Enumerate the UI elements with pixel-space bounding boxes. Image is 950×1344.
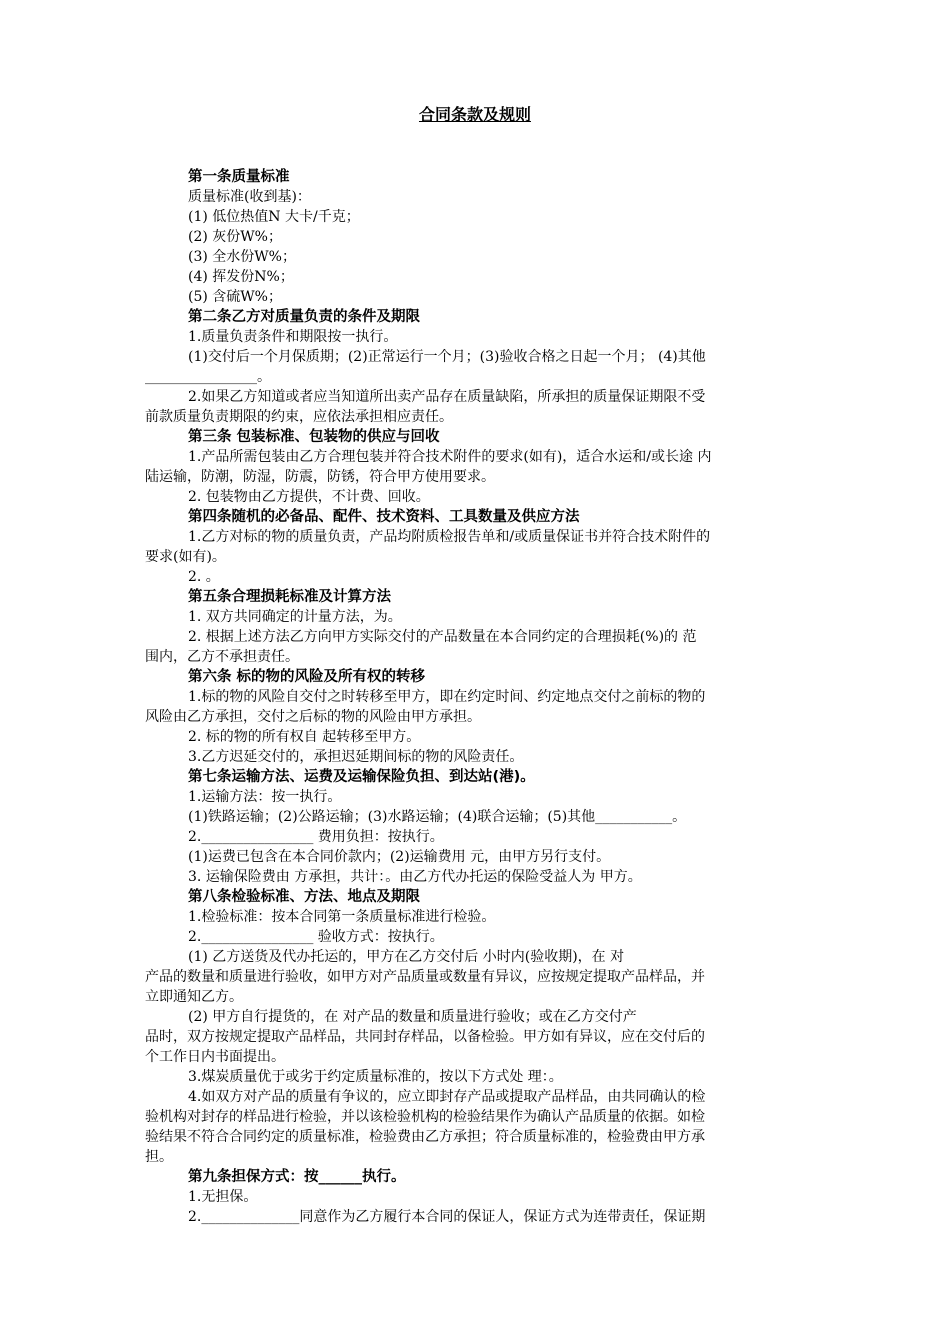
paragraph-line: 4.如双方对产品的质量有争议的，应立即封存产品或提取产品样品，由共同确认的检 (188, 1089, 706, 1105)
paragraph-line: (1)运费已包含在本合同价款内；(2)运输费用 元，由甲方另行支付。 (188, 849, 611, 865)
section-heading: 第三条 包装标准、包装物的供应与回收 (188, 429, 440, 445)
section-heading: 第六条 标的物的风险及所有权的转移 (188, 669, 426, 685)
paragraph-line: 前款质量负责期限的约束，应依法承担相应责任。 (145, 409, 453, 425)
paragraph-line: (5) 含硫W%； (188, 289, 282, 305)
paragraph-line: 3. 运输保险费由 方承担，共计：。由乙方代办托运的保险受益人为 甲方。 (188, 869, 642, 885)
paragraph-line: 立即通知乙方。 (145, 989, 243, 1005)
section-heading: 第七条运输方法、运费及运输保险负担、到达站(港)。 (188, 769, 535, 785)
paragraph-line: (2) 甲方自行提货的，在 对产品的数量和质量进行验收；或在乙方交付产 (188, 1009, 637, 1025)
paragraph-line: 风险由乙方承担，交付之后标的物的风险由甲方承担。 (145, 709, 481, 725)
paragraph-line: (1)铁路运输；(2)公路运输；(3)水路运输；(4)联合运输；(5)其他___________。 (188, 809, 687, 825)
paragraph-line: (2) 灰份W%； (188, 229, 282, 245)
section-heading: 第一条质量标准 (188, 169, 290, 185)
paragraph-line: 2.______________同意作为乙方履行本合同的保证人，保证方式为连带责任，保证期 (188, 1209, 706, 1225)
paragraph-line: 2. 包装物由乙方提供，不计费、回收。 (188, 489, 430, 505)
paragraph-line: 围内，乙方不承担责任。 (145, 649, 299, 665)
paragraph-line: 2.如果乙方知道或者应当知道所出卖产品存在质量缺陷，所承担的质量保证期限不受 (188, 389, 706, 405)
paragraph-line: (1)交付后一个月保质期；(2)正常运行一个月；(3)验收合格之日起一个月； (4)其他 (188, 349, 706, 365)
document-body (145, 167, 837, 1227)
section-heading: 第八条检验标准、方法、地点及期限 (188, 889, 420, 905)
paragraph-line: 1.检验标准：按本合同第一条质量标准进行检验。 (188, 909, 496, 925)
paragraph-line: (4) 挥发份N%； (188, 269, 294, 285)
section-heading: 第九条担保方式：按______执行。 (188, 1169, 406, 1185)
paragraph-line: 1.乙方对标的物的质量负责，产品均附质检报告单和/或质量保证书并符合技术附件的 (188, 529, 711, 545)
section-heading: 第四条随机的必备品、配件、技术资料、工具数量及供应方法 (188, 509, 580, 525)
paragraph-line: 品时，双方按规定提取产品样品，共同封存样品，以备检验。甲方如有异议，应在交付后的 (145, 1029, 705, 1045)
paragraph-line: 3.煤炭质量优于或劣于约定质量标准的，按以下方式处 理：。 (188, 1069, 563, 1085)
paragraph-line: 陆运输，防潮，防湿，防震，防锈，符合甲方使用要求。 (145, 469, 495, 485)
paragraph-line: 验机构对封存的样品进行检验，并以该检验机构的检验结果作为确认产品质量的依据。如检 (145, 1109, 705, 1125)
paragraph-line: 2. 标的物的所有权自 起转移至甲方。 (188, 729, 421, 745)
paragraph-line: 3.乙方迟延交付的，承担迟延期间标的物的风险责任。 (188, 749, 524, 765)
paragraph-line: 1.标的物的风险自交付之时转移至甲方，即在约定时间、约定地点交付之前标的物的 (188, 689, 706, 705)
paragraph-line: 担。 (145, 1149, 173, 1165)
paragraph-line: 要求(如有)。 (145, 549, 226, 565)
paragraph-line: 验结果不符合合同约定的质量标准，检验费由乙方承担；符合质量标准的，检验费由甲方承 (145, 1129, 705, 1145)
paragraph-line: 1.无担保。 (188, 1189, 258, 1205)
paragraph-line: (1) 乙方送货及代办托运的，甲方在乙方交付后 小时内(验收期)，在 对 (188, 949, 625, 965)
paragraph-line: (1) 低位热值N 大卡/千克； (188, 209, 360, 225)
paragraph-line: 质量标准(收到基)： (188, 189, 311, 205)
document-title: 合同条款及规则 (418, 105, 531, 124)
paragraph-line: 1.运输方法：按一执行。 (188, 789, 342, 805)
paragraph-line: 2.________________ 费用负担：按执行。 (188, 829, 444, 845)
paragraph-line: 1. 双方共同确定的计量方法，为。 (188, 609, 402, 625)
paragraph-line: 2. 。 (188, 569, 220, 585)
paragraph-line: 1.产品所需包装由乙方合理包装并符合技术附件的要求(如有)，适合水运和/或长途 内 (188, 449, 712, 465)
paragraph-line: 2. 根据上述方法乙方向甲方实际交付的产品数量在本合同约定的合理损耗(%)的 范 (188, 629, 697, 645)
paragraph-line: (3) 全水份W%； (188, 249, 296, 265)
section-heading: 第二条乙方对质量负责的条件及期限 (188, 309, 420, 325)
section-heading: 第五条合理损耗标准及计算方法 (188, 589, 391, 605)
paragraph-line: 产品的数量和质量进行验收，如甲方对产品质量或数量有异议，应按规定提取产品样品，并 (145, 969, 705, 985)
paragraph-line: ________________。 (145, 369, 271, 385)
paragraph-line: 1.质量负责条件和期限按一执行。 (188, 329, 398, 345)
paragraph-line: 个工作日内书面提出。 (145, 1049, 285, 1065)
paragraph-line: 2.________________ 验收方式：按执行。 (188, 929, 444, 945)
